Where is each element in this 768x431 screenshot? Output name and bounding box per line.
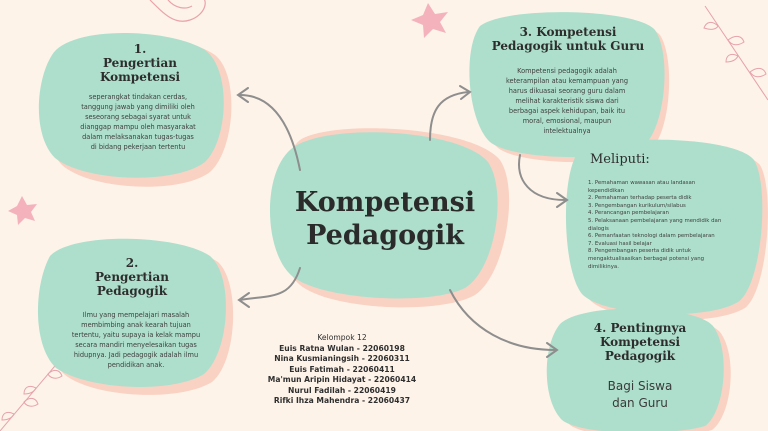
- node2-body-line: membimbing anak kearah tujuan: [81, 321, 191, 329]
- node4-body-line1: Bagi Siswa: [607, 379, 673, 393]
- node3-title: [478, 25, 658, 53]
- node3-body-line: intelektualnya: [543, 127, 591, 135]
- center-title-line2: Pedagogik: [306, 220, 464, 251]
- node1-body-line: dalam melaksanakan tugas-tugas: [82, 133, 194, 141]
- node3-body: [488, 66, 646, 136]
- node3-body-line: keterampilan atau kemampuan yang: [505, 77, 629, 85]
- node2-body-line: tertentu, yaitu supaya ia kelak mampu: [71, 331, 201, 339]
- node3-title-line2: Pedagogik untuk Guru: [491, 39, 645, 53]
- node1-body-line: seseorang sebagai syarat untuk: [85, 113, 191, 121]
- meliputi-title: Meliputi:: [590, 152, 650, 167]
- list-item: 1. Pemahaman wawasan atau landasan: [588, 180, 696, 186]
- node3-body-line: harus dikuasai seorang guru dalam: [508, 87, 626, 95]
- member-row: Nina Kusmianingsih - 22060311: [274, 354, 410, 363]
- leaf-branch-top-right: [704, 6, 768, 100]
- node1-number: 1.: [133, 42, 147, 56]
- node2-title-line1: Pengertian: [94, 270, 169, 284]
- node1-body: [58, 92, 218, 152]
- node2-body-line: pendidikan anak.: [107, 361, 165, 369]
- list-item: dialogis: [588, 225, 609, 232]
- list-item: 5. Pelaksanaan pembelajaran yang mendidik dan: [588, 217, 722, 224]
- list-item: 3. Pengembangan kurikulum/silabus: [588, 202, 686, 209]
- member-row: Rifki Ihza Mahendra - 22060437: [273, 396, 411, 405]
- list-item: 4. Perancangan pembelajaran: [588, 210, 669, 217]
- node2-number: 2.: [125, 256, 139, 270]
- group-members: [252, 333, 432, 407]
- node1-title-line2: Kompetensi: [99, 70, 181, 84]
- node4-title-line2: Kompetensi: [599, 335, 681, 349]
- member-row: Nurul Fadilah - 22060419: [288, 385, 396, 395]
- star-icon-left: [8, 196, 37, 225]
- node3-body-line: melihat karakteristik siswa dari: [515, 97, 619, 105]
- list-item: kependidikan: [588, 187, 624, 194]
- node1-body-line: seperangkat tindakan cerdas,: [88, 93, 188, 101]
- node4-title-line1: 4. Pentingnya: [593, 321, 687, 335]
- node1-title: [70, 42, 210, 84]
- member-row: Euis Fatimah - 22060411: [289, 364, 395, 374]
- member-row: Ma'mun Aripin Hidayat - 22060414: [267, 375, 417, 384]
- node2-body-line: secara mandiri menyelesaikan tugas: [75, 341, 197, 349]
- node3-body-line: moral, emosional, maupun: [522, 117, 612, 125]
- list-item: 2. Pemahaman terhadap peserta didik: [588, 195, 692, 202]
- node3-title-line1: 3. Kompetensi: [519, 25, 617, 39]
- star-icon-top: [411, 3, 448, 38]
- node4-title: [565, 321, 715, 363]
- list-item: dimilikinya.: [588, 263, 619, 270]
- meliputi-list: [588, 180, 748, 271]
- list-item: 8. Pengembangan peserta didik untuk: [588, 248, 692, 255]
- node4-body: [565, 378, 715, 412]
- node3-body-line: Kompetensi pedagogik adalah: [517, 67, 617, 75]
- list-item: mengaktualisasikan berbagai potensi yang: [588, 255, 705, 262]
- swirl-decoration-top: [150, 0, 205, 21]
- node2-body-line: Ilmu yang mempelajari masalah: [82, 311, 190, 319]
- node2-body-line: hidupnya. Jadi pedagogik adalah ilmu: [73, 351, 199, 359]
- leaf-branch-bottom-left: [0, 360, 62, 431]
- list-item: 7. Evaluasi hasil belajar: [588, 240, 652, 247]
- node1-title-line1: Pengertian: [102, 56, 177, 70]
- node3-body-line: berbagai aspek kehidupan, baik itu: [508, 107, 626, 115]
- center-title: [282, 186, 488, 252]
- node1-body-line: di bidang pekerjaan tertentu: [90, 143, 186, 151]
- node1-body-line: tanggung jawab yang dimiliki oleh: [81, 103, 195, 111]
- node2-body: [50, 310, 222, 370]
- member-row: Euis Ratna Wulan - 22060198: [279, 343, 405, 353]
- node2-title: [62, 256, 202, 298]
- node4-title-line3: Pedagogik: [604, 349, 676, 363]
- center-title-line1: Kompetensi: [294, 187, 476, 218]
- node2-title-line2: Pedagogik: [96, 284, 168, 298]
- node4-body-line2: dan Guru: [612, 396, 668, 410]
- list-item: 6. Pemanfaatan teknologi dalam pembelajaran: [588, 233, 715, 240]
- node1-body-line: dianggap mampu oleh masyarakat: [80, 123, 196, 131]
- group-heading: Kelompok 12: [317, 333, 367, 342]
